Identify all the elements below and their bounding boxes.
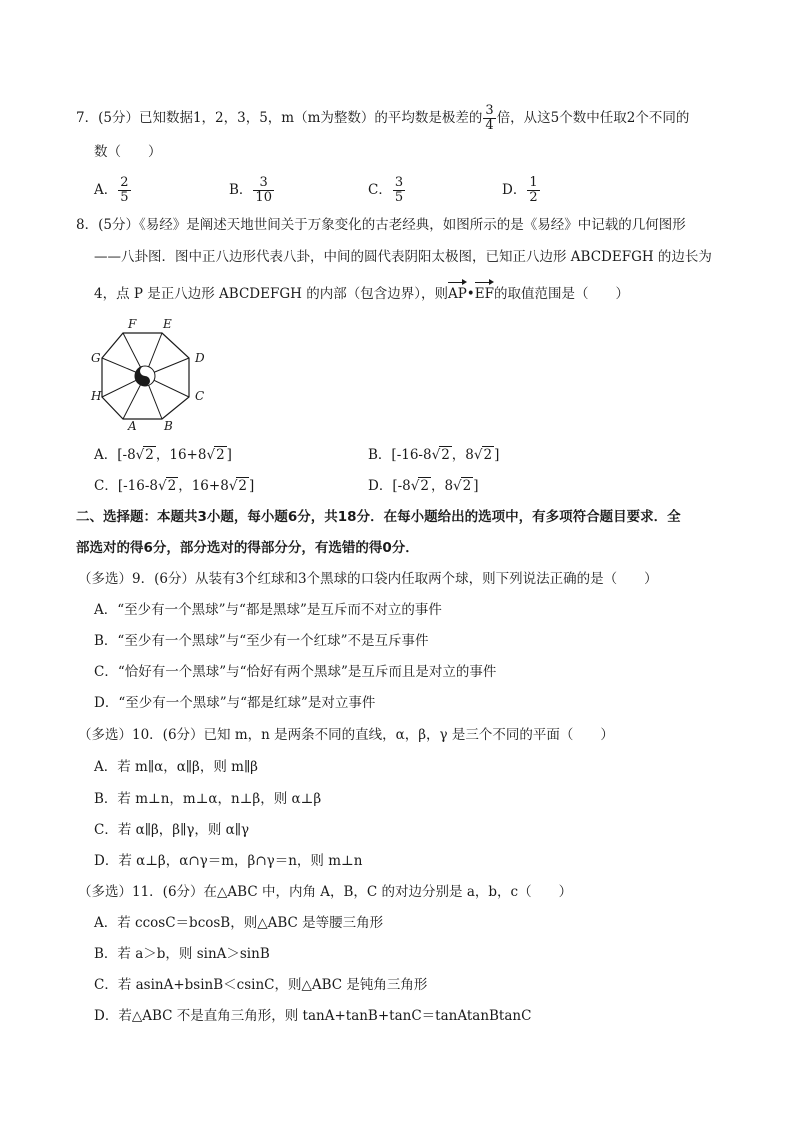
label-e: E — [163, 317, 172, 331]
q7-option-d[interactable]: D． $\frac{1}{2}$ — [502, 175, 538, 205]
q7-option-b[interactable]: B． $\frac{3}{10}$ — [229, 175, 272, 205]
label-g: G — [91, 351, 101, 365]
q7-option-c[interactable]: C． $\frac{3}{5}$ — [368, 175, 404, 205]
q11-stem: （多选）11．(6分）在△ABC 中，内角 A，B，C 的对边分别是 a，b，c（ ） — [78, 884, 573, 900]
q8-stem-line1: 8．(5分）《易经》是阐述天地世间关于万象变化的古老经典，如图所示的是《易经》中记载的几何图形 — [76, 217, 686, 233]
q9-option-a[interactable]: A．“至少有一个黑球”与“都是黑球”是互斥而不对立的事件 — [94, 602, 442, 618]
q7-stem-line2: 数（ ） — [94, 144, 162, 160]
q9-option-d[interactable]: D．“至少有一个黑球”与“都是红球”是对立事件 — [94, 695, 376, 711]
label-b: B — [164, 419, 173, 433]
q10-option-c[interactable]: C．若 α∥β，β∥γ，则 α∥γ — [94, 822, 250, 838]
q9-option-b[interactable]: B．“至少有一个黑球”与“至少有一个红球”不是互斥事件 — [94, 633, 429, 649]
q9-stem: （多选）9．(6分）从装有3个红球和3个黑球的口袋内任取两个球，则下列说法正确的是（ ） — [78, 571, 658, 587]
q10-option-b[interactable]: B．若 m⊥n，m⊥α，n⊥β，则 α⊥β — [94, 791, 322, 807]
q7-fraction: $\frac{3}{4}$ — [485, 103, 494, 133]
label-c: C — [195, 389, 205, 403]
q8-option-c[interactable]: C．[-16-8√2 ，16+8√2 ] — [94, 478, 255, 494]
q7-option-a[interactable]: A． $\frac{2}{5}$ — [94, 175, 129, 205]
q8-stem-line3: 4，点 P 是正八边形 ABCDEFGH 的内部（包含边界），则AP•EF的取值范围是（ ） — [94, 286, 629, 302]
vector-ef: EF — [474, 286, 494, 302]
taiji-symbol — [135, 366, 155, 386]
q10-stem: （多选）10．(6分）已知 m，n 是两条不同的直线，α，β，γ 是三个不同的平面（ ） — [78, 727, 614, 743]
q7-stem-line1 — [76, 104, 689, 133]
section-header-line2: 部选对的得6分，部分选对的得部分分，有选错的得0分． — [76, 540, 419, 556]
label-f: F — [128, 317, 137, 331]
label-h: H — [91, 389, 102, 403]
q11-option-c[interactable]: C．若 asinA+bsinB＜csinC，则△ABC 是钝角三角形 — [94, 977, 428, 993]
q8-option-d[interactable]: D．[-8√2 ，8√2 ] — [368, 478, 479, 494]
bagua-octagon-figure — [88, 312, 218, 434]
label-a: A — [128, 419, 137, 433]
q11-option-b[interactable]: B．若 a＞b，则 sinA＞sinB — [94, 946, 270, 962]
vector-ap: AP — [447, 286, 467, 302]
section-header-line1: 二、选择题：本题共3小题，每小题6分，共18分．在每小题给出的选项中，有多项符合题目要求．全 — [76, 509, 681, 525]
q10-option-a[interactable]: A．若 m∥α，α∥β，则 m∥β — [94, 759, 258, 775]
q10-option-d[interactable]: D．若 α⊥β，α∩γ＝m，β∩γ＝n，则 m⊥n — [94, 853, 363, 869]
q11-option-a[interactable]: A．若 ccosC＝bcosB，则△ABC 是等腰三角形 — [94, 915, 384, 931]
q8-stem-line2: ——八卦图．图中正八边形代表八卦，中间的圆代表阴阳太极图，已知正八边形 ABCDEFGH 的边长为 — [94, 249, 712, 265]
q7-stem-part1: 7．(5分）已知数据1，2，3，5，m（m为整数）的平均数是极差的 — [76, 110, 483, 126]
q8-option-b[interactable]: B．[-16-8√2 ，8√2 ] — [368, 447, 500, 463]
q9-option-c[interactable]: C．“恰好有一个黑球”与“恰好有两个黑球”是互斥而且是对立的事件 — [94, 664, 497, 680]
label-d: D — [195, 351, 205, 365]
q8-option-a[interactable]: A．[-8√2 ，16+8√2 ] — [94, 447, 232, 463]
q7-stem-part2: 倍，从这5个数中任取2个不同的 — [496, 110, 690, 126]
q11-option-d[interactable]: D．若△ABC 不是直角三角形，则 tanA+tanB+tanC＝tanAtanBtanC — [94, 1008, 532, 1024]
